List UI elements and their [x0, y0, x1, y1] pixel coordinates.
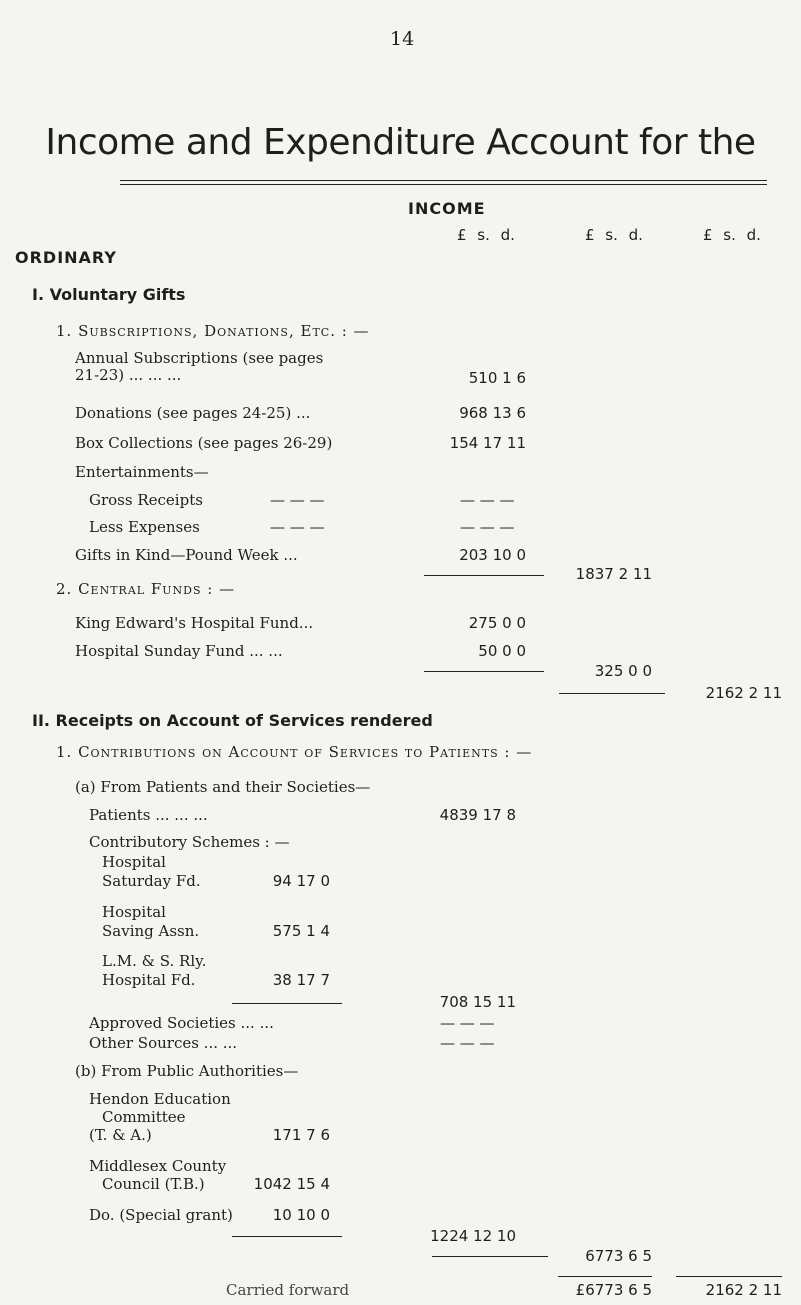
king-edward-amount: 275 0 0 — [468, 614, 526, 632]
donations-amount: 968 13 6 — [459, 404, 526, 422]
less-expenses-dashes: — — — — [270, 518, 325, 536]
carried-forward-rule-mid — [558, 1276, 652, 1277]
section-2-total-rule — [432, 1256, 548, 1257]
ordinary-heading: ORDINARY — [15, 248, 117, 267]
middlesex-label-2: Council (T.B.) — [102, 1175, 205, 1193]
currency-header-3: £ s. d. — [703, 226, 761, 244]
contributory-rule — [232, 1003, 342, 1004]
subtotal-2-amount: 325 0 0 — [594, 662, 652, 680]
approved-societies-label: Approved Societies ... ... — [89, 1014, 274, 1032]
special-grant-amount: 10 10 0 — [272, 1206, 330, 1224]
hendon-amount: 171 7 6 — [272, 1126, 330, 1144]
currency-header-1: £ s. d. — [457, 226, 515, 244]
subtotal-1-rule — [424, 575, 544, 576]
hospital-saturday-label: Hospital — [102, 853, 166, 871]
title-rule-2 — [120, 184, 767, 185]
section-1-heading: I. Voluntary Gifts — [32, 285, 186, 304]
public-authorities-total: 1224 12 10 — [430, 1227, 516, 1245]
donations-label: Donations (see pages 24-25) ... — [75, 404, 311, 422]
hospital-saving-label: Hospital — [102, 903, 166, 921]
hendon-label-2: Committee — [102, 1108, 186, 1126]
annual-subscriptions-label: Annual Subscriptions (see pages — [75, 349, 324, 367]
approved-societies-amount: — — — — [440, 1014, 495, 1032]
patients-label: Patients ... ... ... — [89, 806, 208, 824]
hendon-label: Hendon Education — [89, 1090, 231, 1108]
public-authorities-heading: (b) From Public Authorities— — [75, 1062, 299, 1080]
less-expenses-amount: — — — — [460, 518, 515, 536]
middlesex-amount: 1042 15 4 — [253, 1175, 330, 1193]
section-2-total: 6773 6 5 — [585, 1247, 652, 1265]
annual-subscriptions-amount: 510 1 6 — [468, 369, 526, 387]
gifts-in-kind-amount: 203 10 0 — [459, 546, 526, 564]
annual-subscriptions-label-2: 21-23) ... ... ... — [75, 366, 182, 384]
patients-amount: 4839 17 8 — [439, 806, 516, 824]
less-expenses-label: Less Expenses — [89, 518, 200, 536]
carried-forward-mid: £6773 6 5 — [575, 1281, 652, 1299]
carried-forward-right: 2162 2 11 — [705, 1281, 782, 1299]
entertainments-label: Entertainments— — [75, 463, 209, 481]
section-2-heading: II. Receipts on Account of Services rendered — [32, 711, 433, 730]
currency-header-2: £ s. d. — [585, 226, 643, 244]
hospital-saturday-amount: 94 17 0 — [272, 872, 330, 890]
section-2-item-1: 1. Contributions on Account of Services to Patients : — — [56, 743, 533, 761]
section-1-total-rule — [559, 693, 665, 694]
lms-railway-label: L.M. & S. Rly. — [102, 952, 207, 970]
middlesex-label: Middlesex County — [89, 1157, 227, 1175]
hospital-saturday-label-2: Saturday Fd. — [102, 872, 201, 890]
special-grant-label: Do. (Special grant) — [89, 1206, 233, 1224]
title-rule-1 — [120, 180, 767, 181]
hendon-label-3: (T. & A.) — [89, 1126, 152, 1144]
section-1-total-amount: 2162 2 11 — [705, 684, 782, 702]
box-collections-label: Box Collections (see pages 26-29) — [75, 434, 333, 452]
other-sources-amount: — — — — [440, 1034, 495, 1052]
hospital-sunday-label: Hospital Sunday Fund ... ... — [75, 642, 283, 660]
gross-receipts-amount: — — — — [460, 491, 515, 509]
income-heading: INCOME — [408, 199, 486, 218]
hospital-sunday-amount: 50 0 0 — [478, 642, 526, 660]
carried-forward-label: Carried forward — [226, 1281, 350, 1299]
item-1-heading: 1. Subscriptions, Donations, Etc. : — — [56, 322, 370, 340]
gifts-in-kind-label: Gifts in Kind—Pound Week ... — [75, 546, 298, 564]
lms-railway-label-2: Hospital Fd. — [102, 971, 196, 989]
carried-forward-rule-right — [676, 1276, 782, 1277]
public-authorities-rule — [232, 1236, 342, 1237]
lms-railway-amount: 38 17 7 — [272, 971, 330, 989]
contributory-total: 708 15 11 — [439, 993, 516, 1011]
king-edward-label: King Edward's Hospital Fund... — [75, 614, 314, 632]
page-title: Income and Expenditure Account for the — [45, 122, 756, 163]
item-2-heading: 2. Central Funds : — — [56, 580, 236, 598]
gross-receipts-label: Gross Receipts — [89, 491, 203, 509]
from-patients-heading: (a) From Patients and their Societies— — [75, 778, 371, 796]
subtotal-1-amount: 1837 2 11 — [575, 565, 652, 583]
other-sources-label: Other Sources ... ... — [89, 1034, 238, 1052]
hospital-saving-amount: 575 1 4 — [272, 922, 330, 940]
subtotal-2-rule — [424, 671, 544, 672]
page-number: 14 — [390, 28, 415, 50]
contributory-schemes-label: Contributory Schemes : — — [89, 833, 290, 851]
gross-receipts-dashes: — — — — [270, 491, 325, 509]
box-collections-amount: 154 17 11 — [449, 434, 526, 452]
hospital-saving-label-2: Saving Assn. — [102, 922, 200, 940]
